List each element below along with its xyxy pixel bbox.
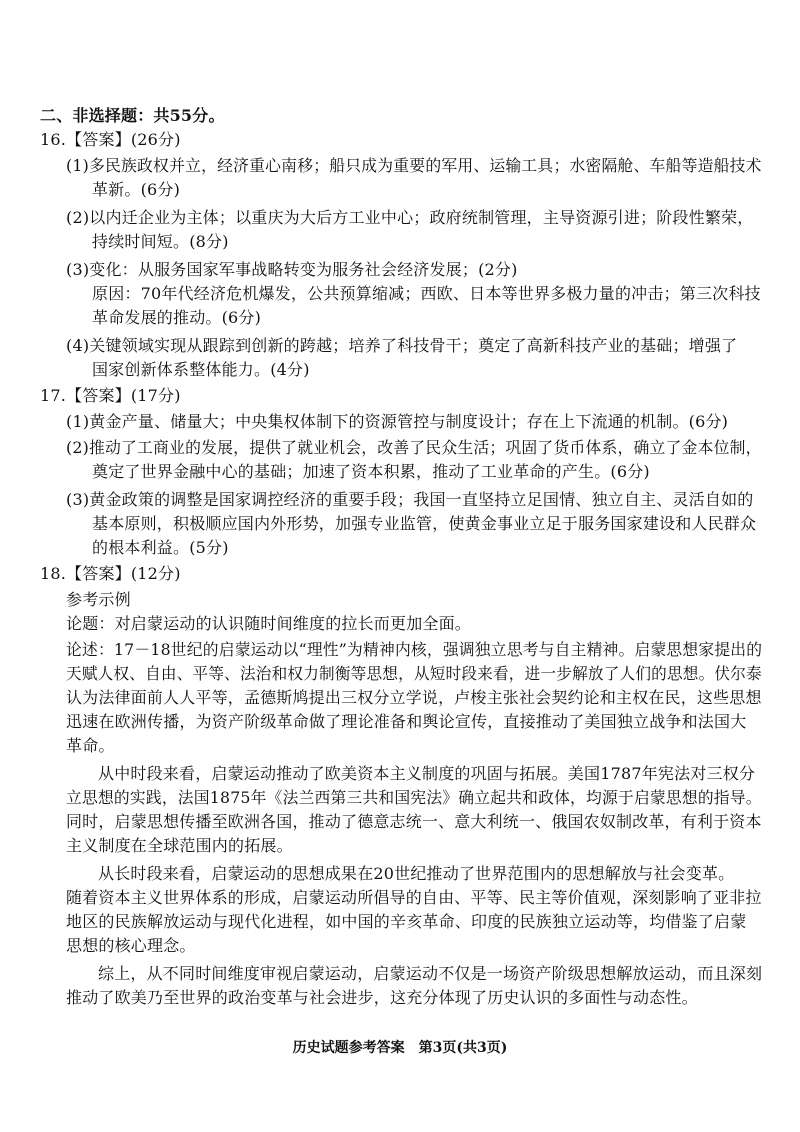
answer-text-line: (3)黄金政策的调整是国家调控经济的重要手段；我国一直坚持立足国情、独立自主、灵活自如的 xyxy=(66,490,754,509)
answer-text-line: 同时，启蒙思想传播至欧洲各国，推动了德意志统一、意大利统一、俄国农奴制改革，有利于资本 xyxy=(66,812,762,831)
answer-text-line: 论述：17－18世纪的启蒙运动以“理性”为精神内核，强调独立思考与自主精神。启蒙思想家提出的 xyxy=(66,640,763,659)
answer-text-line: 天赋人权、自由、平等、法治和权力制衡等思想，从短时段来看，进一步解放了人们的思想。伏尔泰 xyxy=(66,664,762,683)
answer-text-line: 推动了欧美乃至世界的政治变革与社会进步，这充分体现了历史认识的多面性与动态性。 xyxy=(66,988,698,1007)
answer-text-line: 从长时段来看，启蒙运动的思想成果在20世纪推动了世界范围内的思想解放与社会变革。 xyxy=(98,864,735,883)
answer-text-line: 立思想的实践，法国1875年《法兰西第三共和国宪法》确立起共和政体，均源于启蒙思想的指导。 xyxy=(66,788,762,807)
answer-text-line: 参考示例 xyxy=(66,590,131,609)
answer-text-line: 迅速在欧洲传播，为资产阶级革命做了理论准备和舆论宣传，直接推动了美国独立战争和法国大 xyxy=(66,712,747,731)
question-17-header: 17.【答案】(17分) xyxy=(40,386,181,405)
answer-text-line: (4)关键领域实现从跟踪到创新的跨越；培养了科技骨干；奠定了高新科技产业的基础；增强了 xyxy=(66,336,738,355)
section-heading: 二、非选择题：共55分。 xyxy=(40,106,225,125)
answer-text-line: 基本原则，积极顺应国内外形势，加强专业监管，使黄金事业立足于服务国家建设和人民群众 xyxy=(92,514,757,533)
page-footer: 历史试题参考答案 第3页(共3页) xyxy=(292,1040,508,1056)
question-16-header: 16.【答案】(26分) xyxy=(40,130,181,149)
answer-text-line: 认为法律面前人人平等，孟德斯鸠提出三权分立学说，卢梭主张社会契约论和主权在民，这些思想 xyxy=(66,688,762,707)
answer-text-line: 奠定了世界金融中心的基础；加速了资本积累，推动了工业革命的产生。(6分) xyxy=(92,462,650,481)
answer-text-line: 综上，从不同时间维度审视启蒙运动，启蒙运动不仅是一场资产阶级思想解放运动，而且深刻 xyxy=(98,964,763,983)
answer-text-line: (1)黄金产量、储量大；中央集权体制下的资源管控与制度设计；存在上下流通的机制。(6分) xyxy=(66,412,729,431)
answer-text-line: 持续时间短。(8分) xyxy=(92,232,229,251)
answer-text-line: 论题：对启蒙运动的认识随时间维度的拉长而更加全面。 xyxy=(66,614,472,633)
answer-text-line: 随着资本主义世界体系的形成，启蒙运动所倡导的自由、平等、民主等价值观，深刻影响了亚非拉 xyxy=(66,888,762,907)
answer-text-line: 地区的民族解放运动与现代化进程，如中国的辛亥革命、印度的民族独立运动等，均借鉴了启蒙 xyxy=(66,912,747,931)
answer-text-line: 的根本利益。(5分) xyxy=(92,538,229,557)
answer-text-line: (3)变化：从服务国家军事战略转变为服务社会经济发展；(2分) xyxy=(66,260,518,279)
answer-text-line: (2)以内迁企业为主体；以重庆为大后方工业中心；政府统制管理，主导资源引进；阶段性繁荣， xyxy=(66,208,754,227)
answer-text-line: 思想的核心理念。 xyxy=(66,936,196,955)
question-18-header: 18.【答案】(12分) xyxy=(40,564,181,583)
answer-text-line: (1)多民族政权并立，经济重心南移；船只成为重要的军用、运输工具；水密隔舱、车船等造船技术 xyxy=(66,156,762,175)
answer-text-line: 革命发展的推动。(6分) xyxy=(92,308,262,327)
answer-text-line: 国家创新体系整体能力。(4分) xyxy=(92,360,310,379)
answer-text-line: 从中时段来看，启蒙运动推动了欧美资本主义制度的巩固与拓展。美国1787年宪法对三权分 xyxy=(98,764,756,783)
answer-text-line: 革命。 xyxy=(66,736,115,755)
answer-text-line: (2)推动了工商业的发展，提供了就业机会，改善了民众生活；巩固了货币体系，确立了金本位制， xyxy=(66,438,762,457)
answer-text-line: 原因：70年代经济危机爆发，公共预算缩减；西欧、日本等世界多极力量的冲击；第三次科技 xyxy=(92,284,761,303)
answer-text-line: 革新。(6分) xyxy=(92,180,181,199)
answer-text-line: 主义制度在全球范围内的拓展。 xyxy=(66,836,293,855)
